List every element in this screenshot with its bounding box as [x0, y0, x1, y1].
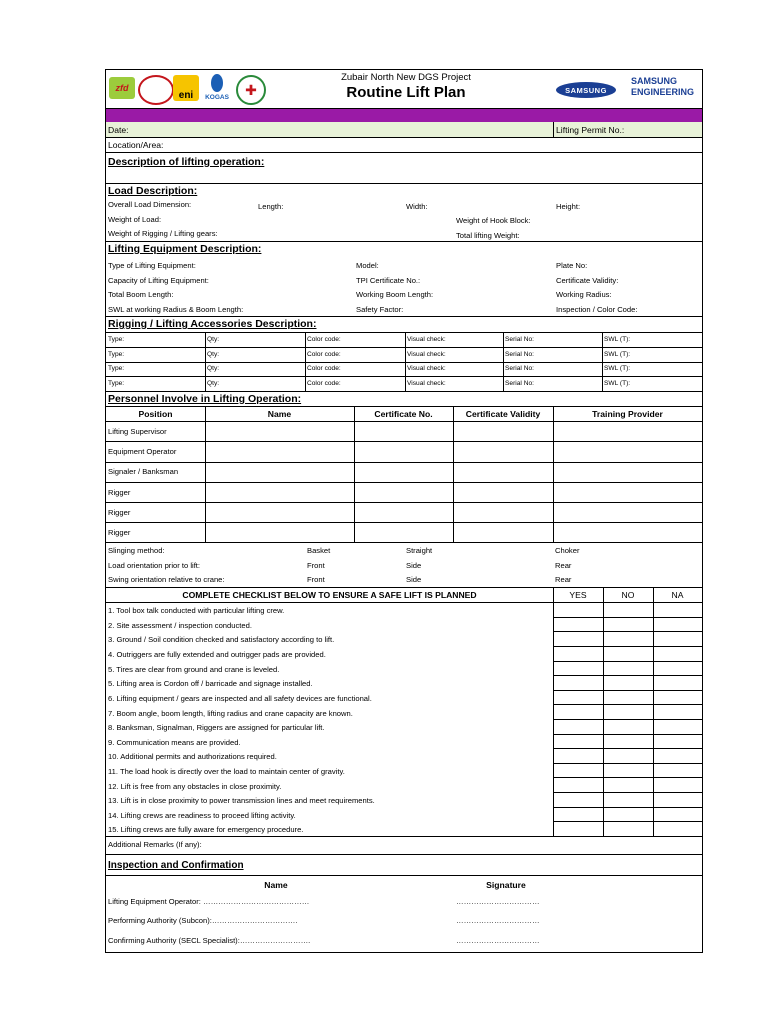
- personnel-header-training: Training Provider: [592, 409, 663, 419]
- personnel-position: Equipment Operator: [108, 447, 177, 456]
- samsung-eng-line1: SAMSUNG: [631, 76, 678, 86]
- personnel-header-position: Position: [138, 409, 173, 419]
- samsung-badge-logo: SAMSUNG: [556, 82, 616, 98]
- rigging-swl: SWL (T):: [604, 365, 631, 372]
- load-title: Load Description:: [108, 185, 198, 197]
- equipment-r1-c0: Capacity of Lifting Equipment:: [108, 276, 209, 285]
- rigging-type: Type:: [108, 380, 125, 387]
- personnel-title: Personnel Involve in Lifting Operation:: [108, 393, 302, 405]
- samsung-eng-line2: ENGINEERING: [631, 87, 695, 97]
- personnel-header-certificate: Certificate No.: [374, 409, 433, 419]
- lift-plan-form: [105, 69, 703, 953]
- swing-orientation-front: Front: [307, 575, 325, 584]
- performing-signoff-label: Performing Authority (Subcon):…………………………….: [108, 916, 298, 925]
- equipment-r0-c1: Model:: [356, 261, 379, 270]
- slinging-opt-choker: Choker: [555, 546, 580, 555]
- eni-logo: eni: [173, 75, 199, 101]
- equipment-r3-c1: Safety Factor:: [356, 305, 404, 314]
- weight-load-label: Weight of Load:: [108, 215, 162, 224]
- slinging-method-label: Slinging method:: [108, 546, 165, 555]
- project-name: Zubair North New DGS Project: [341, 72, 471, 83]
- equipment-r1-c2: Certificate Validity:: [556, 276, 619, 285]
- load-orientation-rear: Rear: [555, 561, 572, 570]
- personnel-position: Rigger: [108, 528, 131, 537]
- equipment-r3-c2: Inspection / Color Code:: [556, 305, 638, 314]
- date-label: Date:: [108, 125, 129, 135]
- rigging-serial: Serial No:: [505, 380, 534, 387]
- rigging-visual: Visual check:: [407, 365, 446, 372]
- equipment-title: Lifting Equipment Description:: [108, 243, 262, 255]
- length-label: Length:: [258, 202, 284, 211]
- rigging-swl: SWL (T):: [604, 380, 631, 387]
- checklist-item: 6. Lifting equipment / gears are inspected and all safety devices are functional.: [108, 694, 372, 703]
- rigging-qty: Qty:: [207, 365, 220, 372]
- kogas-label: KOGAS: [205, 94, 229, 101]
- personnel-position: Lifting Supervisor: [108, 427, 167, 436]
- rigging-visual: Visual check:: [407, 380, 446, 387]
- equipment-r2-c2: Working Radius:: [556, 290, 612, 299]
- load-orientation-front: Front: [307, 561, 325, 570]
- rigging-color: Color code:: [307, 365, 341, 372]
- checklist-yes-header: YES: [569, 590, 587, 600]
- rigging-swl: SWL (T):: [604, 336, 631, 343]
- rigging-visual: Visual check:: [407, 351, 446, 358]
- rigging-color: Color code:: [307, 380, 341, 387]
- checklist-item: 14. Lifting crews are readiness to proceed lifting activity.: [108, 811, 296, 820]
- checklist-item: 9. Communication means are provided.: [108, 738, 241, 747]
- rigging-serial: Serial No:: [505, 336, 534, 343]
- equipment-r0-c0: Type of Lifting Equipment:: [108, 261, 196, 270]
- rigging-qty: Qty:: [207, 380, 220, 387]
- checklist-no-header: NO: [621, 590, 635, 600]
- page-title: Routine Lift Plan: [346, 84, 466, 101]
- additional-remarks-label: Additional Remarks (If any):: [108, 840, 202, 849]
- red-emblem-logo: [138, 75, 174, 105]
- rigging-title: Rigging / Lifting Accessories Description:: [108, 318, 317, 330]
- rigging-type: Type:: [108, 336, 125, 343]
- equipment-r2-c0: Total Boom Length:: [108, 290, 174, 299]
- cross-icon: ✚: [245, 81, 257, 98]
- personnel-position: Rigger: [108, 508, 131, 517]
- confirmation-name-header: Name: [264, 880, 288, 890]
- total-weight-label: Total lifting Weight:: [456, 231, 520, 240]
- checklist-item: 3. Ground / Soil condition checked and satisfactory according to lift.: [108, 635, 335, 644]
- checklist-item: 5. Tires are clear from ground and crane is leveled.: [108, 665, 280, 674]
- lifting-permit-label: Lifting Permit No.:: [556, 125, 625, 135]
- slinging-opt-straight: Straight: [406, 546, 433, 555]
- confirming-signoff-label: Confirming Authority (SECL Specialist):……………………….: [108, 936, 311, 945]
- performing-signature-line: ……………………………: [456, 916, 540, 925]
- kogas-flame-icon: [211, 74, 223, 92]
- rigging-qty: Qty:: [207, 351, 220, 358]
- checklist-item: 11. The load hook is directly over the load to maintain center of gravity.: [108, 767, 345, 776]
- checklist-title: COMPLETE CHECKLIST BELOW TO ENSURE A SAFE LIFT IS PLANNED: [182, 590, 477, 600]
- confirmation-signature-header: Signature: [486, 880, 526, 890]
- equipment-r3-c0: SWL at working Radius & Boom Length:: [108, 305, 244, 314]
- checklist-item: 5. Lifting area is Cordon off / barricade and signage installed.: [108, 679, 313, 688]
- personnel-header-validity: Certificate Validity: [465, 409, 541, 419]
- header: [106, 70, 702, 108]
- personnel-position: Signaler / Banksman: [108, 467, 179, 476]
- height-label: Height:: [556, 202, 581, 211]
- rigging-color: Color code:: [307, 351, 341, 358]
- rigging-qty: Qty:: [207, 336, 220, 343]
- weight-hook-label: Weight of Hook Block:: [456, 216, 531, 225]
- equipment-r2-c1: Working Boom Length:: [356, 290, 434, 299]
- checklist-item: 15. Lifting crews are fully aware for emergency procedure.: [108, 825, 304, 834]
- slinging-opt-basket: Basket: [307, 546, 331, 555]
- rigging-type: Type:: [108, 351, 125, 358]
- rigging-serial: Serial No:: [505, 351, 534, 358]
- operator-signoff-label: Lifting Equipment Operator: ……………………………………: [108, 897, 310, 906]
- location-label: Location/Area:: [108, 140, 164, 150]
- confirming-signature-line: ……………………………: [456, 936, 540, 945]
- checklist-item: 13. Lift is in close proximity to power transmission lines and meet requirements.: [108, 796, 375, 805]
- swing-orientation-side: Side: [406, 575, 422, 584]
- rigging-color: Color code:: [307, 336, 341, 343]
- rigging-type: Type:: [108, 365, 125, 372]
- checklist-item: 12. Lift is free from any obstacles in close proximity.: [108, 782, 282, 791]
- checklist-item: 7. Boom angle, boom length, lifting radius and crane capacity are known.: [108, 709, 353, 718]
- checklist-item: 4. Outriggers are fully extended and outrigger pads are provided.: [108, 650, 326, 659]
- equipment-r1-c1: TPI Certificate No.:: [356, 276, 421, 285]
- checklist-na-header: NA: [671, 590, 684, 600]
- swing-orientation-rear: Rear: [555, 575, 572, 584]
- rigging-visual: Visual check:: [407, 336, 446, 343]
- overall-dimension-label: Overall Load Dimension:: [108, 200, 192, 209]
- load-orientation-side: Side: [406, 561, 422, 570]
- personnel-header-name: Name: [267, 409, 292, 419]
- kogas-logo: [202, 74, 232, 104]
- rigging-serial: Serial No:: [505, 365, 534, 372]
- description-title: Description of lifting operation:: [108, 156, 265, 168]
- checklist-item: 1. Tool box talk conducted with particular lifting crew.: [108, 606, 285, 615]
- operator-signature-line: ……………………………: [456, 897, 540, 906]
- load-orientation-label: Load orientation prior to lift:: [108, 561, 201, 570]
- zfd-logo: zfd: [109, 77, 135, 99]
- personnel-position: Rigger: [108, 488, 131, 497]
- weight-rigging-label: Weight of Rigging / Lifting gears:: [108, 229, 218, 238]
- rigging-swl: SWL (T):: [604, 351, 631, 358]
- checklist-item: 8. Banksman, Signalman, Riggers are assigned for particular lift.: [108, 723, 325, 732]
- swing-orientation-label: Swing orientation relative to crane:: [108, 575, 225, 584]
- samsung-engineering-logo: [631, 76, 694, 98]
- width-label: Width:: [406, 202, 428, 211]
- checklist-item: 10. Additional permits and authorizations required.: [108, 752, 277, 761]
- confirmation-title: Inspection and Confirmation: [108, 860, 244, 871]
- purple-band: [106, 108, 702, 122]
- circle-emblem-logo: [236, 75, 266, 105]
- checklist-item: 2. Site assessment / inspection conducted.: [108, 621, 252, 630]
- equipment-r0-c2: Plate No:: [556, 261, 588, 270]
